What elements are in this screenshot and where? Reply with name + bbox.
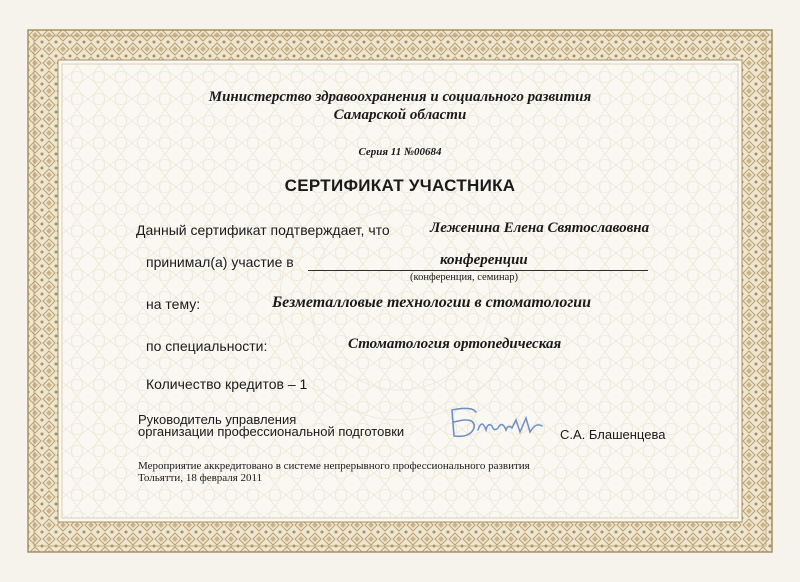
topic-value: Безметалловые технологии в стоматологии [272,294,592,311]
event-type: конференции [440,252,528,268]
place-date: Тольятти, 18 февраля 2011 [138,472,263,484]
event-type-hint: (конференция, семинар) [410,272,518,283]
handwritten-signature [446,402,556,444]
participated-label: принимал(а) участие в [146,254,294,270]
ministry-heading [0,88,800,124]
footer [138,460,530,484]
signer-name: С.А. Блашенцева [560,427,666,442]
participant-name: Леженина Елена Святославовна [430,220,650,236]
topic-label: на тему: [146,296,201,312]
accreditation-note: Мероприятие аккредитовано в системе непрерывного профессионального развития [138,460,530,472]
ministry-line-1: Министерство здравоохранения и социального развития [208,89,592,105]
specialty-label: по специальности: [146,338,268,354]
signer-title-line-1: Руководитель управления [138,412,297,427]
serial-number: Серия 11 №00684 [358,146,442,158]
ministry-line-2: Самарской области [333,107,467,123]
confirms-label: Данный сертификат подтверждает, что [136,222,390,238]
event-type-underline [308,270,648,271]
certificate-title: СЕРТИФИКАТ УЧАСТНИКА [284,176,516,195]
specialty-value: Стоматология ортопедическая [348,336,562,352]
signer-title [138,414,404,438]
signer-title-line-2: организации профессиональной подготовки [138,424,405,439]
credits-count: Количество кредитов – 1 [146,376,308,392]
